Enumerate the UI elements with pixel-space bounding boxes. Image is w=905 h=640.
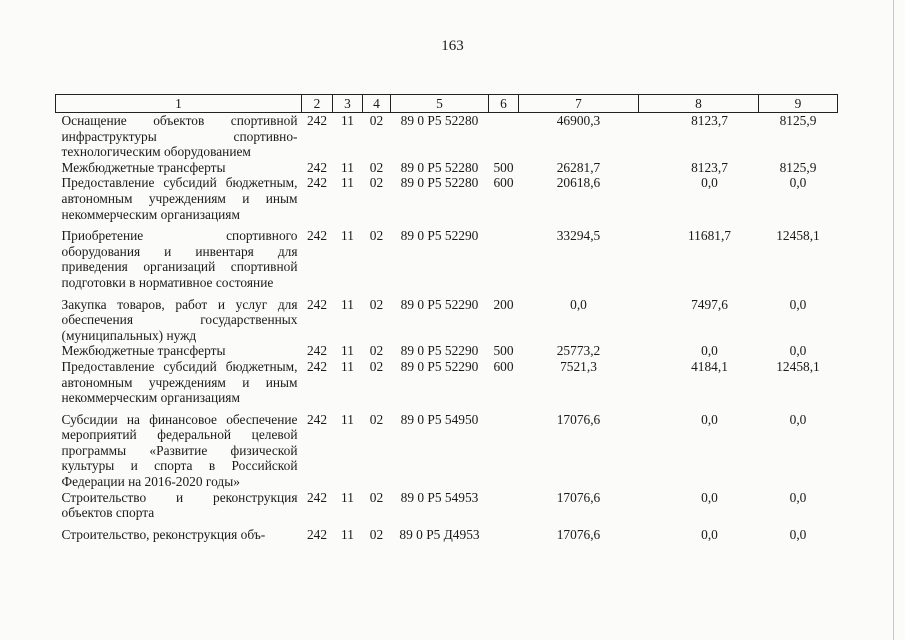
row-c3: 11 — [341, 358, 354, 374]
row-c4: 02 — [369, 159, 384, 175]
row-c2: 242 — [306, 159, 328, 175]
row-c6: 200 — [493, 296, 514, 312]
table-row — [56, 359, 838, 406]
row-c2: 242 — [306, 526, 328, 542]
row-c9: 0,0 — [789, 489, 807, 505]
row-c7: 26281,7 — [556, 159, 601, 175]
row-c4: 02 — [369, 296, 384, 312]
row-c4: 02 — [369, 358, 384, 374]
row-c8: 11681,7 — [687, 228, 732, 244]
table-row — [56, 175, 838, 222]
table-row — [56, 406, 838, 490]
column-header: 2 — [302, 95, 333, 113]
row-c4: 02 — [369, 489, 384, 505]
row-c7: 7521,3 — [560, 358, 597, 374]
table-row — [56, 113, 838, 160]
row-name: Субсидии на финансовое обеспечение мероприятий федеральной целевой программы «Развитие физической культуры и спорта в Российской Федерации на 2016-2020 годы» — [61, 411, 298, 490]
row-name: Закупка товаров, работ и услуг для обеспечения государственных (муниципальных) нужд — [61, 296, 298, 343]
table-row — [56, 222, 838, 290]
column-header: 7 — [519, 95, 639, 113]
table-row — [56, 343, 838, 359]
row-c4: 02 — [369, 411, 384, 427]
row-c4: 02 — [369, 228, 384, 244]
row-c7: 33294,5 — [556, 228, 601, 244]
page-number: 163 — [441, 38, 464, 54]
row-c8: 0,0 — [701, 175, 718, 191]
row-c5: 89 0 Р5 52290 — [400, 296, 479, 312]
column-header: 6 — [489, 95, 519, 113]
row-c8: 0,0 — [701, 526, 718, 542]
table-row — [56, 291, 838, 344]
row-c3: 11 — [341, 296, 354, 312]
row-c3: 11 — [341, 343, 354, 359]
column-header: 5 — [391, 95, 489, 113]
row-c7: 17076,6 — [556, 489, 601, 505]
row-name: Межбюджетные трансферты — [61, 159, 226, 175]
row-c6: 500 — [493, 343, 514, 359]
row-c3: 11 — [341, 489, 354, 505]
row-c2: 242 — [306, 343, 328, 359]
row-c6 — [489, 113, 519, 160]
row-c6 — [489, 521, 519, 543]
row-c7: 46900,3 — [556, 113, 601, 128]
row-name: Приобретение спортивного оборудования и инвентаря для приведения организаций спортивной подготовки в нормативное состояние — [61, 228, 298, 290]
row-name: Предоставление субсидий бюджетным, автономным учреждениям и иным некоммерческим организациям — [61, 358, 298, 406]
table-row — [56, 490, 838, 521]
table-row — [56, 160, 838, 176]
row-c4: 02 — [369, 526, 384, 542]
row-c9: 8125,9 — [779, 113, 817, 128]
row-c9: 0,0 — [789, 411, 807, 427]
row-c5: 89 0 Р5 52280 — [400, 175, 479, 191]
row-c8: 8123,7 — [691, 113, 728, 128]
row-c6 — [489, 406, 519, 490]
row-c7: 17076,6 — [556, 526, 601, 542]
row-name: Строительство, реконструкция объ- — [61, 526, 266, 542]
row-c8: 0,0 — [701, 411, 718, 427]
column-header: 9 — [759, 95, 838, 113]
row-c9: 0,0 — [789, 175, 807, 191]
row-c7: 25773,2 — [556, 343, 601, 359]
row-name: Межбюджетные трансферты — [61, 343, 226, 359]
budget-table — [55, 94, 838, 542]
row-c9: 0,0 — [789, 343, 807, 359]
table-header-row — [56, 95, 838, 113]
row-c6: 600 — [493, 175, 514, 191]
row-c2: 242 — [306, 489, 328, 505]
row-c7: 0,0 — [570, 296, 587, 312]
row-c3: 11 — [341, 526, 354, 542]
row-c5: 89 0 Р5 52290 — [400, 343, 479, 359]
row-c5: 89 0 Р5 54953 — [400, 489, 479, 505]
row-c9: 12458,1 — [776, 228, 820, 244]
row-c9: 12458,1 — [776, 358, 820, 374]
row-c3: 11 — [341, 113, 354, 128]
row-c6: 600 — [493, 358, 514, 374]
row-c4: 02 — [369, 343, 384, 359]
row-c6: 500 — [493, 159, 514, 175]
row-c8: 0,0 — [701, 343, 718, 359]
row-c6 — [489, 222, 519, 290]
row-name: Предоставление субсидий бюджетным, автономным учреждениям и иным некоммерческим организациям — [61, 175, 298, 222]
row-c8: 8123,7 — [691, 159, 728, 175]
row-c5: 89 0 Р5 52280 — [400, 113, 479, 128]
column-header: 8 — [639, 95, 759, 113]
row-c3: 11 — [341, 411, 354, 427]
row-c4: 02 — [369, 113, 384, 128]
row-c4: 02 — [369, 175, 384, 191]
row-c2: 242 — [306, 175, 328, 191]
row-c2: 242 — [306, 228, 328, 244]
column-header: 3 — [333, 95, 363, 113]
row-c5: 89 0 Р5 52280 — [400, 159, 479, 175]
row-c7: 20618,6 — [556, 175, 601, 191]
row-c9: 0,0 — [789, 296, 807, 312]
row-c5: 89 0 Р5 52290 — [400, 358, 479, 374]
row-c5: 89 0 Р5 Д4953 — [399, 526, 480, 542]
row-c2: 242 — [306, 113, 328, 128]
row-name: Оснащение объектов спортивной инфраструктуры спортивно-технологическим оборудованием — [61, 113, 298, 160]
row-c3: 11 — [341, 228, 354, 244]
row-c2: 242 — [306, 411, 328, 427]
row-c3: 11 — [341, 159, 354, 175]
row-c5: 89 0 Р5 54950 — [400, 411, 479, 427]
row-c5: 89 0 Р5 52290 — [400, 228, 479, 244]
row-c3: 11 — [341, 175, 354, 191]
row-c6 — [489, 490, 519, 521]
table-row — [56, 521, 838, 543]
scan-edge-line — [893, 0, 894, 640]
row-c9: 8125,9 — [779, 159, 817, 175]
row-c2: 242 — [306, 358, 328, 374]
row-c2: 242 — [306, 296, 328, 312]
row-name: Строительство и реконструкция объектов спорта — [61, 489, 298, 521]
row-c9: 0,0 — [789, 526, 807, 542]
column-header: 4 — [363, 95, 391, 113]
row-c8: 0,0 — [701, 489, 718, 505]
row-c8: 4184,1 — [691, 358, 728, 374]
row-c7: 17076,6 — [556, 411, 601, 427]
row-c8: 7497,6 — [691, 296, 728, 312]
column-header: 1 — [56, 95, 302, 113]
